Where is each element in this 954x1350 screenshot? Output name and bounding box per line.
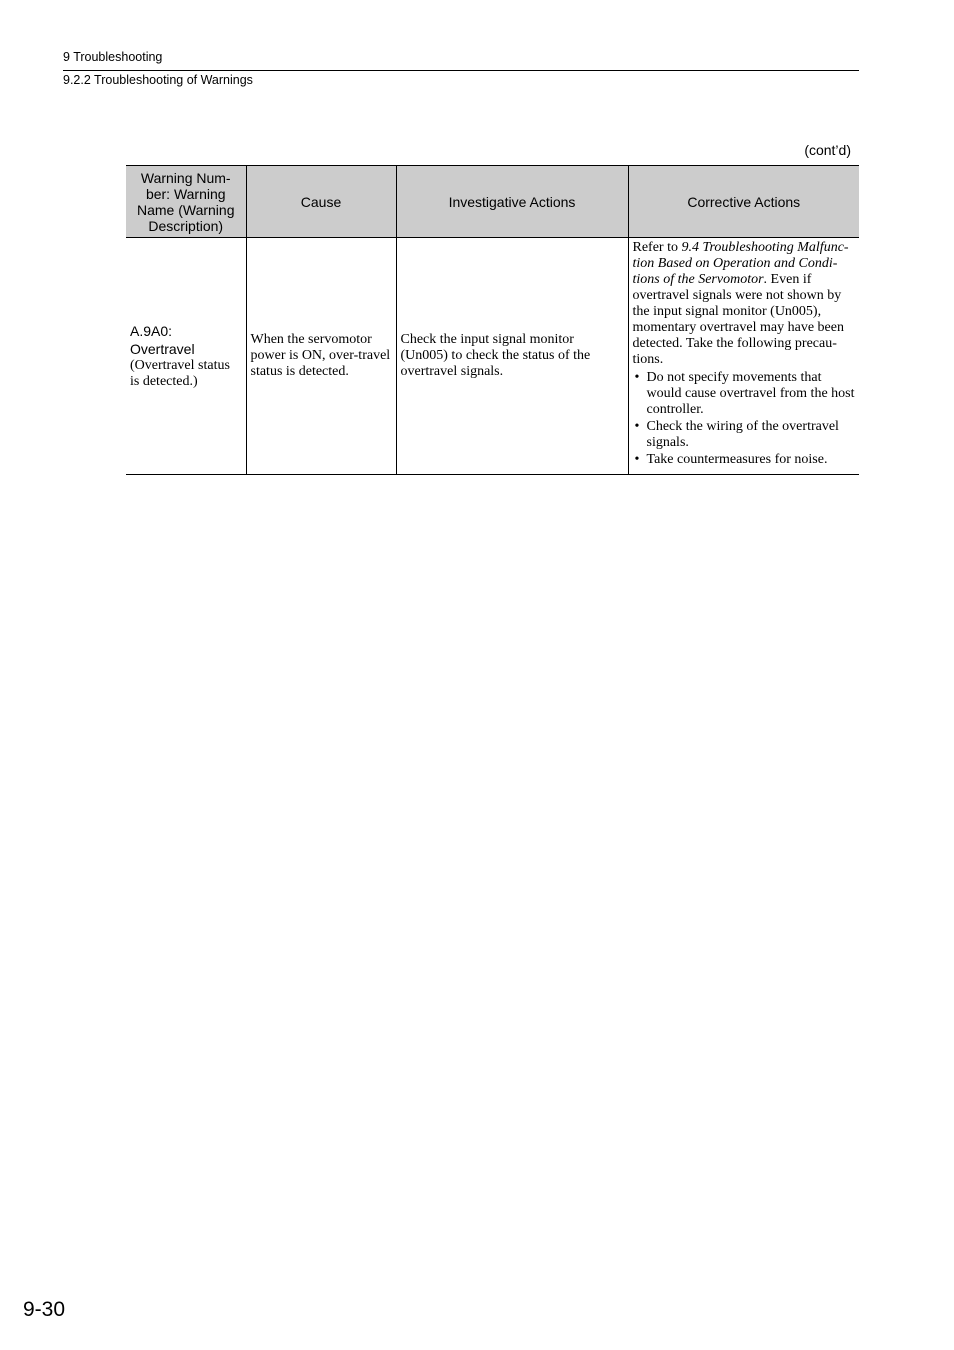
list-item <box>633 370 856 418</box>
corrective-intro <box>633 240 856 368</box>
column-header-investigative: Investigative Actions <box>396 166 628 238</box>
bullet-text: Take countermeasures for noise. <box>646 452 828 467</box>
continued-label: (cont’d) <box>804 142 851 158</box>
list-item <box>633 452 856 468</box>
warning-code: A.9A0: <box>130 323 173 339</box>
warning-description: (Overtravel status is detected.) <box>130 358 230 389</box>
column-header-cause: Cause <box>246 166 396 238</box>
table-header-row <box>126 166 859 238</box>
header-rule <box>63 70 859 71</box>
list-item <box>633 419 856 451</box>
warnings-table <box>126 165 859 475</box>
bullet-text: Do not specify movements that would cause overtravel from the host controller. <box>646 370 855 417</box>
bullet-icon: • <box>634 452 640 467</box>
corrective-cell <box>628 238 859 475</box>
section-header: 9.2.2 Troubleshooting of Warnings <box>63 73 253 87</box>
cause-cell: When the servomotor power is ON, over-travel status is detected. <box>246 238 396 475</box>
investigative-cell: Check the input signal monitor (Un005) to check the status of the overtravel signals. <box>396 238 628 475</box>
bullet-icon: • <box>634 370 640 385</box>
table-row <box>126 238 859 475</box>
bullet-text: Check the wiring of the overtravel signals. <box>646 419 839 450</box>
warning-cell <box>126 238 246 475</box>
column-header-warning: Warning Num-ber: Warning Name (Warning Description) <box>126 166 246 238</box>
chapter-header: 9 Troubleshooting <box>63 50 163 64</box>
corrective-reference: 9.4 Troubleshooting Malfunc-tion Based on Operation and Condi-tions of the Servomotor <box>632 240 849 287</box>
page-number: 9-30 <box>23 1298 66 1321</box>
bullet-icon: • <box>634 419 640 434</box>
warning-name: Overtravel <box>130 341 195 357</box>
corrective-intro-suffix: . Even if overtravel signals were not shown by the input signal monitor (Un005), momentary overtravel may have been detected. Take the following precau-tions. <box>632 272 844 367</box>
corrective-intro-prefix: Refer to <box>632 240 682 255</box>
corrective-bullet-list <box>633 370 856 468</box>
column-header-corrective: Corrective Actions <box>628 166 859 238</box>
